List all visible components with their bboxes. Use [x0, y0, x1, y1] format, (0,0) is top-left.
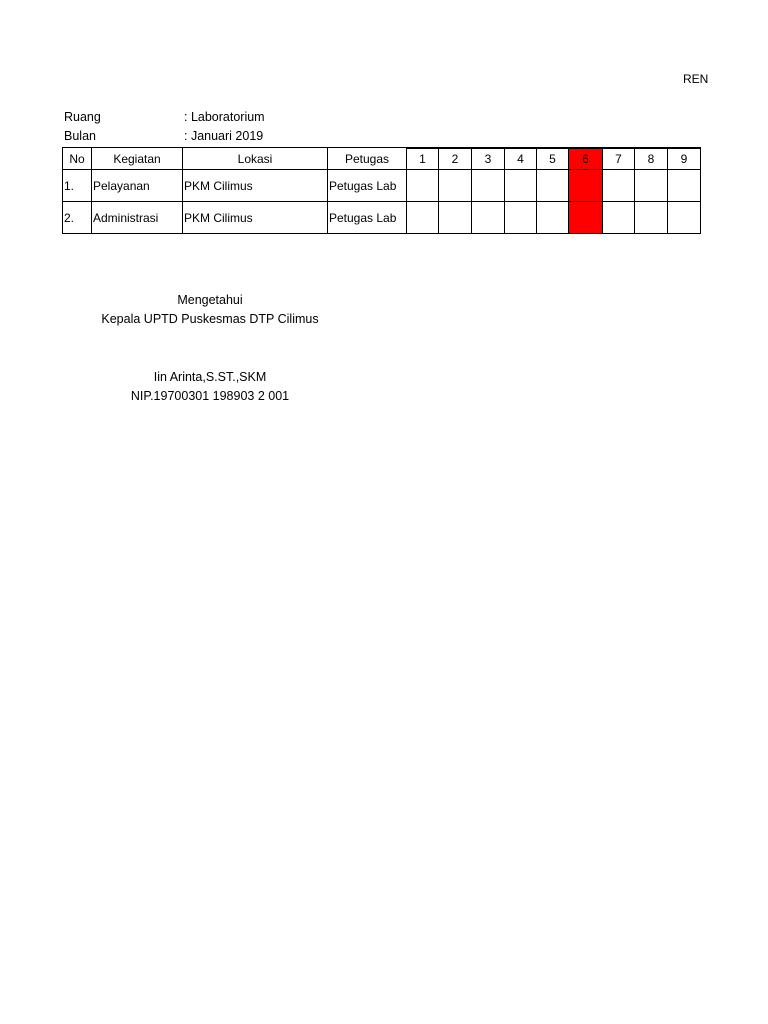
- day-cell-5: [537, 170, 569, 202]
- schedule-table: [62, 147, 701, 234]
- day-cell-7: [603, 202, 635, 234]
- schedule-body: [63, 170, 701, 234]
- header-officer: Petugas: [328, 148, 407, 170]
- day-cell-1: [407, 202, 439, 234]
- day-cell-8: [635, 170, 668, 202]
- row-location: PKM Cilimus: [183, 170, 328, 202]
- day-cell-3: [472, 170, 505, 202]
- signature-acknowledge: Mengetahui: [177, 293, 243, 307]
- day-cell-5: [537, 202, 569, 234]
- row-activity: Pelayanan: [92, 170, 183, 202]
- month-value: : Januari 2019: [184, 129, 264, 143]
- day-header-9: 9: [668, 149, 701, 170]
- day-cell-2: [439, 170, 472, 202]
- row-location: PKM Cilimus: [183, 202, 328, 234]
- row-activity: Administrasi: [92, 202, 183, 234]
- table-row: [63, 202, 701, 234]
- signature-nip: NIP.19700301 198903 2 001: [130, 389, 290, 403]
- document-title-fragment: REN: [683, 72, 709, 86]
- day-cell-2: [439, 202, 472, 234]
- header-activity: Kegiatan: [92, 148, 183, 170]
- table-row: [63, 170, 701, 202]
- room-value: : Laboratorium: [184, 110, 265, 124]
- room-label: Ruang: [64, 110, 101, 124]
- day-cell-6: [569, 170, 603, 202]
- header-location: Lokasi: [183, 148, 328, 170]
- day-cell-4: [505, 170, 537, 202]
- day-header-1: 1: [407, 149, 439, 170]
- day-cell-9: [668, 202, 701, 234]
- day-cell-3: [472, 202, 505, 234]
- day-cell-1: [407, 170, 439, 202]
- row-officer: Petugas Lab: [328, 202, 407, 234]
- day-header-7: 7: [603, 149, 635, 170]
- row-no: 1.: [63, 170, 92, 202]
- day-cell-9: [668, 170, 701, 202]
- day-cell-6: [569, 202, 603, 234]
- day-header-2: 2: [439, 149, 472, 170]
- day-cell-8: [635, 202, 668, 234]
- day-cell-4: [505, 202, 537, 234]
- row-no: 2.: [63, 202, 92, 234]
- day-header-8: 8: [635, 149, 668, 170]
- signature-position: Kepala UPTD Puskesmas DTP Cilimus: [101, 312, 319, 326]
- day-header-6: 6: [569, 149, 603, 170]
- signature-name: Iin Arinta,S.ST.,SKM: [153, 370, 267, 384]
- day-header-5: 5: [537, 149, 569, 170]
- month-label: Bulan: [64, 129, 96, 143]
- day-cell-7: [603, 170, 635, 202]
- header-no: No: [63, 148, 92, 170]
- row-officer: Petugas Lab: [328, 170, 407, 202]
- day-header-3: 3: [472, 149, 505, 170]
- day-header-4: 4: [505, 149, 537, 170]
